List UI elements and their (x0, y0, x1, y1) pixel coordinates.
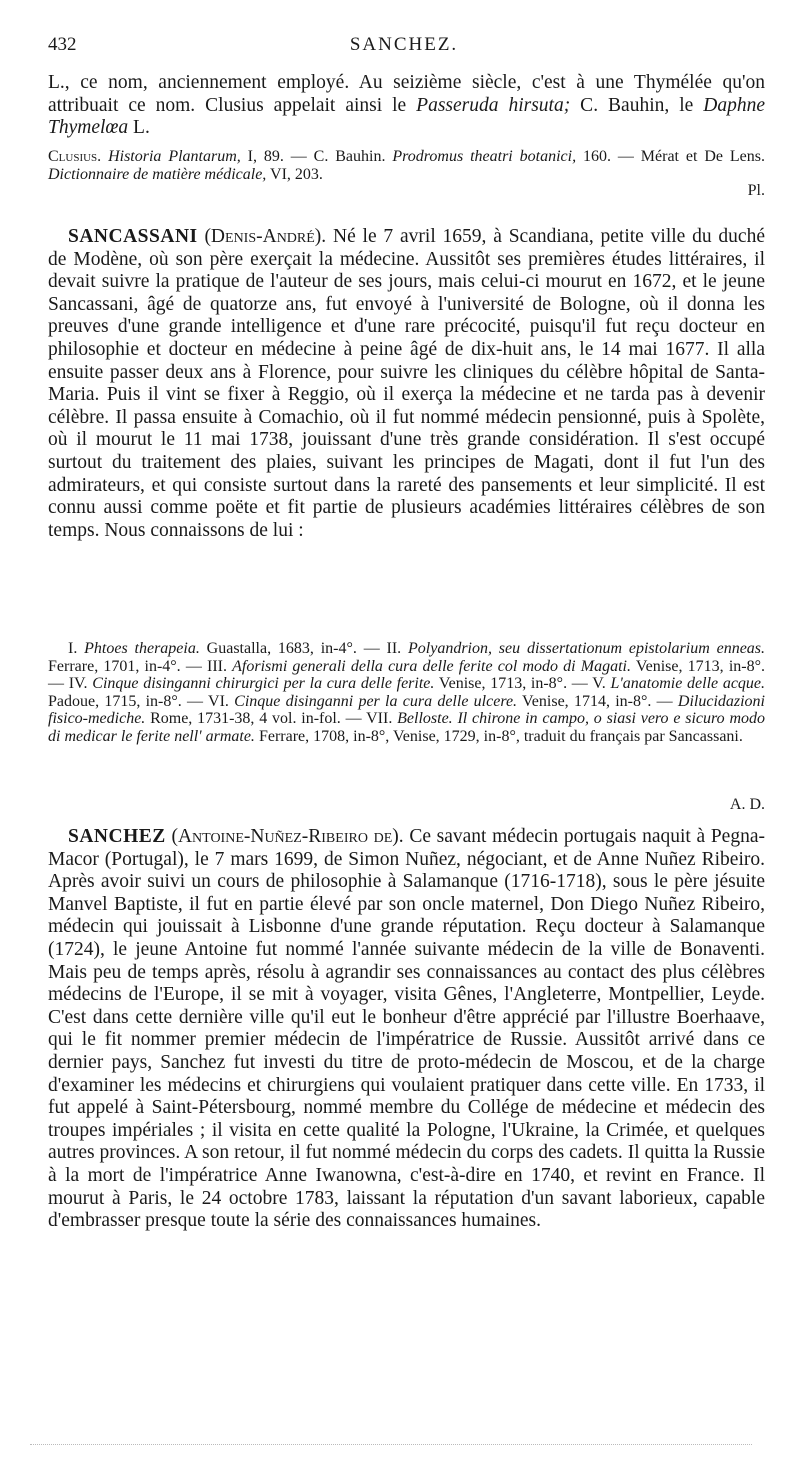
thymelee-references: Clusius. Historia Plantarum, I, 89. — C. Bauhin. Prodromus theatri botanici, 160. — Mérat et De Lens. Dictionnaire de matière médicale, VI, 203. (48, 148, 765, 183)
thymelee-paragraph: L., ce nom, anciennement employé. Au seizième siècle, c'est à une Thymélée qu'on attribuait ce nom. Clusius appelait ainsi le Passeruda hirsuta; C. Bauhin, le Daphne Thymelœa L. (48, 72, 765, 139)
page-number: 432 (48, 34, 77, 55)
bottom-rule (30, 1444, 752, 1445)
sancassani-headword: SANCASSANI (68, 226, 198, 247)
sancassani-signature: A. D. (729, 796, 765, 813)
page-header (48, 34, 760, 62)
sanchez-headword: SANCHEZ (68, 826, 166, 847)
running-head: SANCHEZ. (349, 34, 459, 55)
sancassani-entry: SANCASSANI (Denis-André). Né le 7 avril 1659, à Scandiana, petite ville du duché de Modène, où son père exerçait la médecine. Aussitôt ses premières études littéraires, il devait suivre la pratique de l'auteur de ses jours, mais celui-ci mourut en 1672, et le jeune Sancassani, âgé de quatorze ans, fut envoyé à l'université de Bologne, où il donna les preuves d'une grande intelligence et d'une rare précocité, puisqu'il fut reçu docteur en philosophie et docteur en médecine à peine âgé de dix-huit ans, le 14 mai 1677. Il alla ensuite passer deux ans à Florence, pour suivre les cliniques du célèbre hôpital de Santa-Maria. Puis il vint se fixer à Reggio, où il exerça la médecine et ne tarda pas à devenir célèbre. Il passa ensuite à Comachio, où il fut nommé médecin pensionné, puis à Spolète, où il mourut le 11 mai 1738, jouissant d'une très grande considération. Il s'est occupé surtout du traitement des plaies, suivant les principes de Magati, dont il fut l'un des admirateurs, et qui consiste surtout dans la rareté des pansements et leur simplicité. Il est connu aussi comme poëte et fit partie de plusieurs académies littéraires célèbres de son temps. Nous connaissons de lui : (48, 226, 765, 541)
sanchez-entry: SANCHEZ (Antoine-Nuñez-Ribeiro de). Ce savant médecin portugais naquit à Pegna-Macor (Portugal), le 7 mars 1699, de Simon Nuñez, négociant, et de Anne Nuñez Ribeiro. Après avoir suivi un cours de philosophie à Salamanque (1716-1718), sous le père jésuite Manvel Baptiste, il fut en partie élevé par son oncle maternel, Don Diego Nuñez Ribeiro, médecin qui jouissait à Lisbonne d'une grande réputation. Reçu docteur à Salamanque (1724), le jeune Antoine fut nommé l'année suivante médecin de la ville de Bonaventi. Mais peu de temps après, résolu à agrandir ses connaissances au contact des plus célèbres médecins de l'Europe, il se mit à voyager, visita Gênes, l'Angleterre, Montpellier, Leyde. C'est dans cette dernière ville qu'il eut le bonheur d'être apprécié par l'illustre Boerhaave, qui le fit nommer premier médecin de l'impératrice de Russie. Aussitôt arrivé dans ce dernier pays, Sanchez fut investi du titre de proto-médecin de Moscou, et de la charge d'examiner les médecins et chirurgiens qui voulaient pratiquer dans cette ville. En 1733, il fut appelé à Saint-Pétersbourg, nommé membre du Collége de médecine et médecin des troupes impériales ; il visita en cette qualité la Pologne, l'Ukraine, la Crimée, et quelques autres provinces. A son retour, il fut nommé médecin du corps des cadets. Il quitta la Russie à la mort de l'impératrice Anne Iwanowna, c'est-à-dire en 1740, et revint en France. Il mourut à Paris, le 24 octobre 1783, laissant la réputation d'un savant laborieux, capable d'embrasser presque toute la série des connaissances humaines. (48, 826, 765, 1232)
sancassani-works: I. Phtoes therapeia. Guastalla, 1683, in-4°. — II. Polyandrion, seu dissertationum epistolarium enneas. Ferrare, 1701, in-4°. — III. Aforismi generali della cura delle ferite col modo di Magati. Venise, 1713, in-8°. — IV. Cinque disinganni chirurgici per la cura delle ferite. Venise, 1713, in-8°. — V. L'anatomie delle acque. Padoue, 1715, in-8°. — VI. Cinque disinganni per la cura delle ulcere. Venise, 1714, in-8°. — Dilucidazioni fisico-mediche. Rome, 1731-38, 4 vol. in-fol. — VII. Belloste. Il chirone in campo, o siasi vero e sicuro modo di medicar le ferite nell' armate. Ferrare, 1708, in-8°, Venise, 1729, in-8°, traduit du français par Sancassani. (48, 640, 766, 745)
thymelee-signature: Pl. (747, 182, 765, 199)
